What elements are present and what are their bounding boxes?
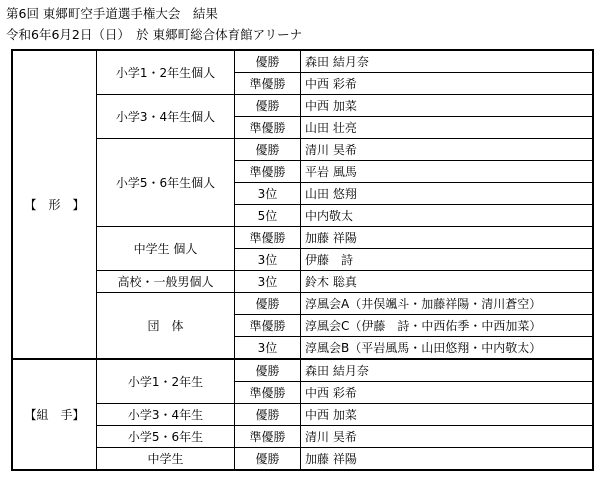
category-cell: 中学生 [97, 448, 235, 470]
rank-cell: 3位 [235, 337, 301, 360]
name-cell: 中西 加菜 [301, 95, 593, 117]
rank-cell: 優勝 [235, 359, 301, 382]
name-cell: 中内敬太 [301, 205, 593, 227]
category-cell: 小学3・4年生 [97, 404, 235, 426]
name-cell: 森田 結月奈 [301, 51, 593, 73]
rank-cell: 準優勝 [235, 227, 301, 249]
name-cell: 清川 昊希 [301, 139, 593, 161]
rank-cell: 3位 [235, 249, 301, 271]
name-cell: 加藤 祥陽 [301, 448, 593, 470]
table-row [13, 227, 593, 249]
name-cell: 山田 悠翔 [301, 183, 593, 205]
rank-cell: 優勝 [235, 404, 301, 426]
table-row [13, 139, 593, 161]
name-cell: 鈴木 聡真 [301, 271, 593, 293]
table-row [13, 271, 593, 293]
rank-cell: 準優勝 [235, 426, 301, 448]
table-row [13, 404, 593, 426]
section-label: 【 形 】 [13, 51, 97, 360]
table-row [13, 95, 593, 117]
page-title: 第6回 東郷町空手道選手権大会 結果 [6, 6, 218, 21]
rank-cell: 優勝 [235, 139, 301, 161]
name-cell: 中西 加菜 [301, 404, 593, 426]
section-label: 【組 手】 [13, 359, 97, 470]
table-row [13, 51, 593, 73]
name-cell: 加藤 祥陽 [301, 227, 593, 249]
table-row [13, 426, 593, 448]
category-cell: 小学5・6年生 [97, 426, 235, 448]
rank-cell: 5位 [235, 205, 301, 227]
rank-cell: 準優勝 [235, 73, 301, 95]
rank-cell: 準優勝 [235, 117, 301, 139]
category-cell: 小学1・2年生 [97, 359, 235, 404]
rank-cell: 優勝 [235, 293, 301, 315]
name-cell: 中西 彩希 [301, 73, 593, 95]
category-cell: 小学3・4年生個人 [97, 95, 235, 139]
rank-cell: 優勝 [235, 51, 301, 73]
name-cell: 淳風会C（伊藤 詩・中西佑季・中西加菜） [301, 315, 593, 337]
table-row [13, 359, 593, 382]
category-cell: 高校・一般男個人 [97, 271, 235, 293]
name-cell: 山田 壮亮 [301, 117, 593, 139]
rank-cell: 3位 [235, 183, 301, 205]
rank-cell: 準優勝 [235, 161, 301, 183]
category-cell: 小学1・2年生個人 [97, 51, 235, 95]
name-cell: 平岩 風馬 [301, 161, 593, 183]
name-cell: 中西 彩希 [301, 382, 593, 404]
table-row [13, 293, 593, 315]
category-cell: 小学5・6年生個人 [97, 139, 235, 227]
rank-cell: 優勝 [235, 448, 301, 470]
rank-cell: 準優勝 [235, 315, 301, 337]
name-cell: 淳風会B（平岩風馬・山田悠翔・中内敬太） [301, 337, 593, 360]
name-cell: 森田 結月奈 [301, 359, 593, 382]
name-cell: 清川 昊希 [301, 426, 593, 448]
category-cell: 団 体 [97, 293, 235, 360]
results-table [12, 50, 593, 470]
rank-cell: 3位 [235, 271, 301, 293]
table-row [13, 448, 593, 470]
page-subtitle: 令和6年6月2日（日） 於 東郷町総合体育館アリーナ [6, 27, 303, 42]
category-cell: 中学生 個人 [97, 227, 235, 271]
rank-cell: 優勝 [235, 95, 301, 117]
name-cell: 伊藤 詩 [301, 249, 593, 271]
rank-cell: 準優勝 [235, 382, 301, 404]
name-cell: 淳風会A（井俣颯斗・加藤祥陽・清川蒼空） [301, 293, 593, 315]
